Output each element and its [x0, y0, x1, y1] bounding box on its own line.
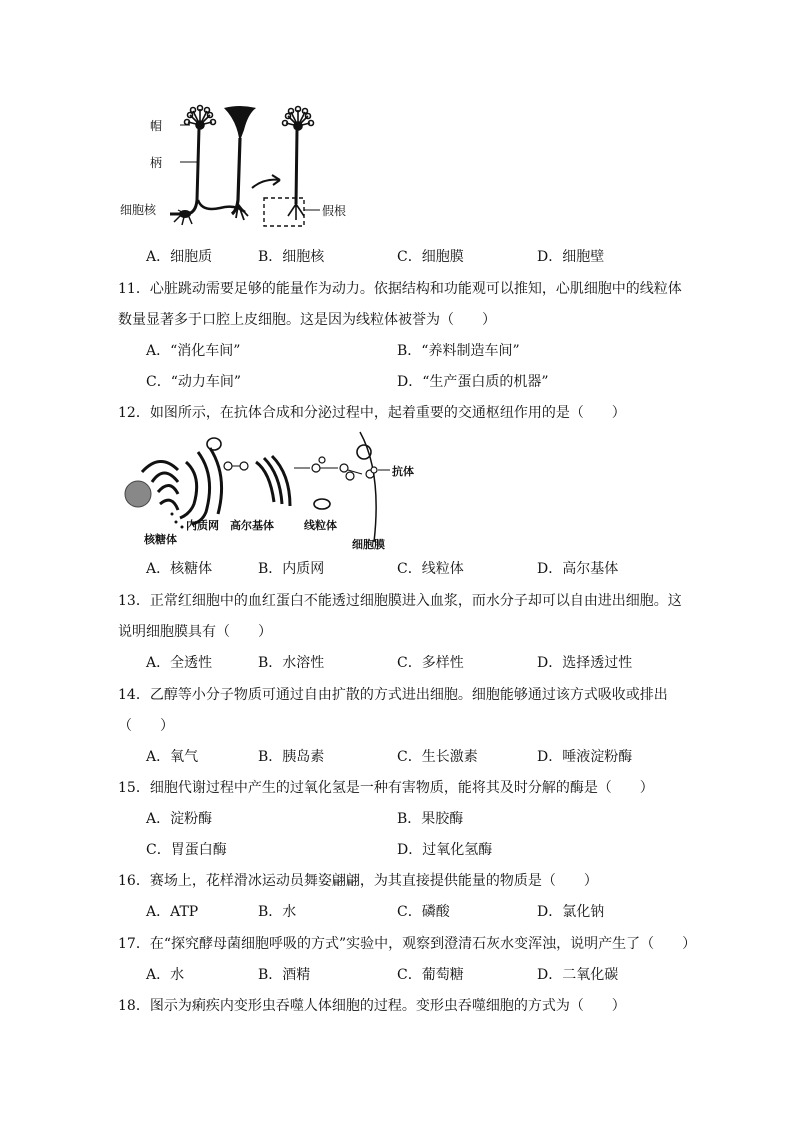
- q12-stem-line1: 12．如图所示，在抗体合成和分泌过程中，起着重要的交通枢纽作用的是（ ）: [118, 405, 626, 421]
- q10-option-a[interactable]: A．细胞质: [146, 249, 213, 265]
- q14-option-c[interactable]: C．生长激素: [397, 749, 478, 765]
- q11-option-b[interactable]: B．“养料制造车间”: [397, 343, 520, 359]
- label-stalk: 柄: [150, 156, 163, 170]
- middle-cell-icon: [224, 106, 256, 220]
- label-rhizoid: 假根: [322, 204, 347, 218]
- q15-option-b[interactable]: B．果胶酶: [397, 811, 464, 827]
- q11-stem-line2: 数量显著多于口腔上皮细胞。这是因为线粒体被誉为（ ）: [118, 312, 496, 328]
- q13-stem-line2: 说明细胞膜具有（ ）: [118, 624, 272, 640]
- q16-option-d[interactable]: D．氯化钠: [537, 904, 605, 920]
- label-ribosome: 核糖体: [144, 533, 177, 546]
- q10-option-d[interactable]: D．细胞壁: [537, 249, 605, 265]
- q12-option-a[interactable]: A．核糖体: [146, 561, 213, 577]
- q12-option-b[interactable]: B．内质网: [258, 561, 325, 577]
- q14-stem-line2: （ ）: [118, 718, 174, 734]
- q13-option-c[interactable]: C．多样性: [397, 655, 464, 671]
- q13-option-a[interactable]: A．全透性: [146, 655, 213, 671]
- q15-option-d[interactable]: D．过氧化氢酶: [397, 842, 493, 858]
- q14-option-a[interactable]: A．氧气: [146, 749, 199, 765]
- q16-option-c[interactable]: C．磷酸: [397, 904, 450, 920]
- antibody-secretion-figure: [120, 432, 430, 552]
- q13-stem-line1: 13．正常红细胞中的血红蛋白不能透过细胞膜进入血浆，而水分子却可以自由进出细胞。这: [118, 593, 682, 609]
- acetabularia-figure: [120, 100, 370, 235]
- golgi-icon: [256, 456, 290, 506]
- q16-stem-line1: 16．赛场上，花样滑冰运动员舞姿翩翩，为其直接提供能量的物质是（ ）: [118, 873, 598, 889]
- q15-stem-line1: 15．细胞代谢过程中产生的过氧化氢是一种有害物质，能将其及时分解的酶是（ ）: [118, 780, 654, 796]
- right-cap-icon: [283, 107, 314, 131]
- q12-option-c[interactable]: C．线粒体: [397, 561, 464, 577]
- q17-option-a[interactable]: A．水: [146, 967, 185, 983]
- q10-option-c[interactable]: C．细胞膜: [397, 249, 464, 265]
- q13-option-d[interactable]: D．选择透过性: [537, 655, 633, 671]
- q15-option-c[interactable]: C．胃蛋白酶: [146, 842, 227, 858]
- q17-stem-line1: 17．在“探究酵母菌细胞呼吸的方式”实验中，观察到澄清石灰水变浑浊，说明产生了（ ）: [118, 936, 697, 952]
- q11-option-c[interactable]: C．“动力车间”: [146, 374, 242, 390]
- q11-option-a[interactable]: A．“消化车间”: [146, 343, 241, 359]
- q17-option-b[interactable]: B．酒精: [258, 967, 311, 983]
- q14-stem-line1: 14．乙醇等小分子物质可通过自由扩散的方式进出细胞。细胞能够通过该方式吸收或排出: [118, 687, 668, 703]
- label-golgi: 高尔基体: [230, 519, 274, 532]
- q18-stem-line1: 18．图示为痢疾内变形虫吞噬人体细胞的过程。变形虫吞噬细胞的方式为（ ）: [118, 998, 626, 1014]
- q14-option-b[interactable]: B．胰岛素: [258, 749, 325, 765]
- label-mitochondrion: 线粒体: [304, 519, 337, 532]
- cell-membrane-icon: [360, 432, 376, 542]
- q12-option-d[interactable]: D．高尔基体: [537, 561, 619, 577]
- q13-option-b[interactable]: B．水溶性: [258, 655, 325, 671]
- mitochondrion-icon: [314, 499, 330, 509]
- q17-option-c[interactable]: C．葡萄糖: [397, 967, 464, 983]
- q11-option-d[interactable]: D．“生产蛋白质的机器”: [397, 374, 549, 390]
- er-icon: [142, 448, 222, 524]
- label-antibody: 抗体: [392, 465, 414, 478]
- q14-option-d[interactable]: D．唾液淀粉酶: [537, 749, 633, 765]
- q15-option-a[interactable]: A．淀粉酶: [146, 811, 213, 827]
- q10-option-b[interactable]: B．细胞核: [258, 249, 325, 265]
- label-membrane: 细胞膜: [352, 538, 385, 551]
- label-cap: 帽: [150, 119, 163, 133]
- q16-option-b[interactable]: B．水: [258, 904, 297, 920]
- nucleus-icon: [125, 481, 151, 507]
- label-er: 内质网: [186, 519, 219, 532]
- q17-option-d[interactable]: D．二氧化碳: [537, 967, 619, 983]
- q11-stem-line1: 11．心脏跳动需要足够的能量作为动力。依据结构和功能观可以推知，心肌细胞中的线粒体: [118, 281, 682, 297]
- label-nucleus: 细胞核: [120, 203, 157, 217]
- mitochondrion-top-icon: [207, 438, 221, 450]
- q16-option-a[interactable]: A．ATP: [146, 904, 199, 920]
